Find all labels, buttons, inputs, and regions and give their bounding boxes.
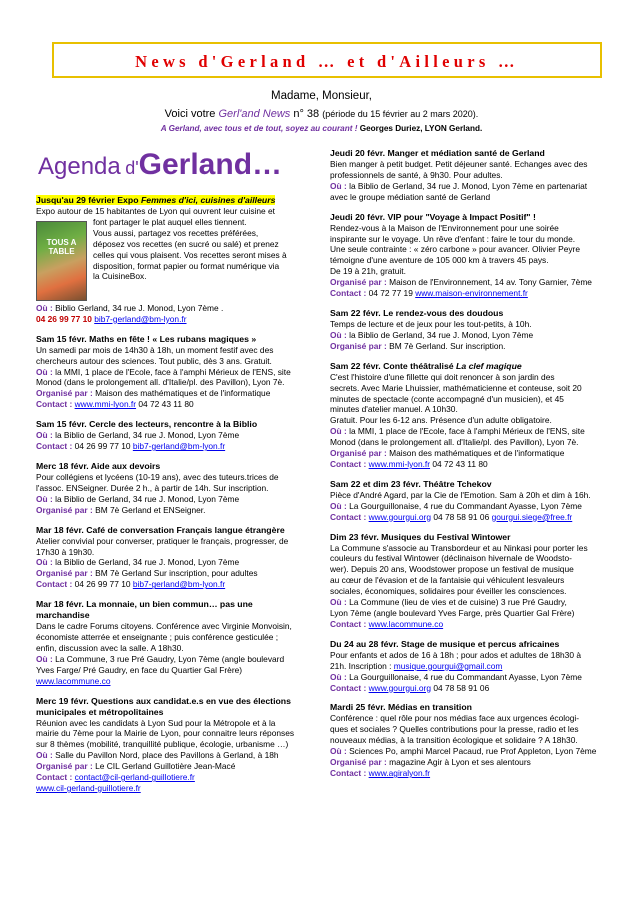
event-theatre-tchekov: Sam 22 et dim 23 févr. Théâtre Tchekov Pièce d'André Agard, par la Cie de l'Emotion. Sam à 20h et dim à 16h. Où : La Gourguillonaise, 4 rue du Commandant Ayasse, Lyon 7ème Contact : www.gourgui.org 04 78 58 91 06 gourgui.siege@free.fr	[330, 479, 608, 523]
event-aide-devoirs: Merc 18 févr. Aide aux devoirs Pour collégiens et lycéens (10-19 ans), avec des tuteurs.trices de l'assoc. ENSeigner. Durée 2 h., à partir de 14h. Sur inscription. Où : la Biblio de Gerland, 34 rue J. Monod, Lyon 7ème Organisé par : BM 7è Gerland et ENSeigner.	[36, 461, 302, 516]
event-expo-femmes: Jusqu'au 29 février Expo Femmes d'ici, cuisines d'ailleurs Expo autour de 15 habitantes de Lyon qui ouvrent leur cuisine et TOUS A TABLE font partager le plat auquel elles tiennent. Vous aussi, partagez vos recettes préférées, déposez vos recettes (en sucré ou salé) et prenez celles qui vous plaisent. Vos recettes seront mises à disposition, format papier ou format numérique via la CuisineBox. Où : Biblio Gerland, 34 rue J. Monod, Lyon 7ème . 04 26 99 77 10 bib7-gerland@bm-lyon.fr	[36, 195, 302, 325]
website-link[interactable]: www.gourgui.org	[368, 682, 432, 693]
event-maths-en-fete: Sam 15 févr. Maths en fête ! « Les rubans magiques » Un samedi par mois de 14h30 à 18h, un moment festif avec des chercheurs autour des sciences. Tout public, dès 3 ans. Gratuit. Où : la MMI, 1 place de l'Ecole, face à l'amphi Mérieux de l'ENS, site Monod (dans le prolongement all. d'Italie/pl. des Pavillon), Lyon 7è. Organisé par : Maison des mathématiques et de l'informatique Contact : www.mmi-lyon.fr 04 72 43 11 80	[36, 334, 302, 410]
website-link[interactable]: www.mmi-lyon.fr	[74, 399, 137, 410]
event-monnaie-bien-commun: Mar 18 févr. La monnaie, un bien commun… pas une marchandise Dans le cadre Forums citoyens. Conférence avec Virginie Monvoisin, économiste atterrée et enseignante ; puis conférence gesticulée ; enfin, discussion avec la salle. A 18h30. Où : La Commune, 3 rue Pré Gaudry, Lyon 7ème (angle boulevard Yves Farge/ Pré Gaudry, en face du Quartier Gal Frère) www.lacommune.co	[36, 599, 302, 686]
website-link[interactable]: www.mmi-lyon.fr	[368, 458, 431, 469]
left-column	[36, 195, 302, 803]
email-link[interactable]: musique.gourgui@gmail.com	[393, 660, 503, 671]
event-title: Mar 18 févr. La monnaie, un bien commun… pas une marchandise	[36, 599, 253, 621]
event-title: Sam 15 févr. Maths en fête ! « Les rubans magiques »	[36, 333, 257, 344]
email-link[interactable]: bib7-gerland@bm-lyon.fr	[94, 313, 187, 324]
tagline: A Gerland, avec tous et de tout, soyez au courant ! Georges Duriez, LYON Gerland.	[160, 124, 483, 133]
event-title: Sam 22 et dim 23 févr. Théâtre Tchekov	[330, 478, 492, 489]
event-festival-wintower: Dim 23 févr. Musiques du Festival Wintower La Commune s'associe au Transbordeur et au Ninkasi pour porter les couleurs du festival Wintower (déclinaison hivernale de Woodsto- wer). Depuis 20 ans, Woodstower propose un festival de musique au cœur de l'évasion et de la fantaisie qui véhiculent lesvaleurs sociales, économiques, solidaires pour éveiller les consciences. Où : La Commune (lieu de vies et de cuisine) 3 rue Pré Gaudry, Lyon 7ème (angle boulevard Yves Farge, près Quartier Gal Frère) Contact : www.lacommune.co	[330, 532, 608, 630]
website-link[interactable]: www.maison-environnement.fr	[415, 288, 528, 299]
email-link[interactable]: bib7-gerland@bm-lyon.fr	[132, 579, 226, 590]
website-link[interactable]: www.agiralyon.fr	[368, 767, 431, 778]
event-title: Jusqu'au 29 février Expo Femmes d'ici, cuisines d'ailleurs	[36, 195, 276, 205]
right-column	[330, 148, 608, 788]
website-link[interactable]: www.lacommune.co	[368, 618, 444, 629]
newsletter-name: Gerl'and News	[218, 108, 291, 120]
email-link[interactable]: contact@cil-gerland-guillotiere.fr	[74, 772, 195, 783]
event-title: Mar 18 févr. Café de conversation Français langue étrangère	[36, 524, 285, 535]
event-cafe-conversation: Mar 18 févr. Café de conversation Français langue étrangère Atelier convivial pour converser, pratiquer le français, progresser, de 17h30 à 19h30. Où : la Biblio de Gerland, 34 rue J. Monod, Lyon 7ème Organisé par : BM 7è Gerland Sur inscription, pour adultes Contact : 04 26 99 77 10 bib7-gerland@bm-lyon.fr	[36, 525, 302, 591]
event-doudous: Sam 22 févr. Le rendez-vous des doudous Temps de lecture et de jeux pour les tout-petits, à 10h. Où : la Biblio de Gerland, 34 rue J. Monod, Lyon 7ème Organisé par : BM 7è Gerland. Sur inscription.	[330, 308, 608, 352]
event-title: Merc 19 févr. Questions aux candidat.e.s en vue des élections municipales et métropolitaines	[36, 695, 291, 717]
event-stage-musique: Du 24 au 28 févr. Stage de musique et percus africaines Pour enfants et ados de 16 à 18h ; pour ados et adultes de 18h30 à 21h. Inscription : musique.gourgui@gmail.com Où : La Gourguillonaise, 4 rue du Commandant Ayasse, Lyon 7ème Contact : www.gourgui.org 04 78 58 91 06	[330, 639, 608, 694]
event-title: Sam 15 févr. Cercle des lecteurs, rencontre à la Biblio	[36, 419, 258, 430]
newsletter-banner	[52, 42, 602, 78]
website-link[interactable]: www.gourgui.org	[368, 511, 432, 522]
expo-poster-image: TOUS A TABLE	[36, 221, 87, 301]
event-conte-clef-magique: Sam 22 févr. Conte théâtralisé La clef magique C'est l'histoire d'une fillette qui doit renoncer à son jardin des secrets. Avec Marie Lhuissier, mathématicienne et conteuse, soit 20 minutes de spectacle (conte accompagné d'un musicien), et 45 minutes d'atelier manuel. A 10h30. Gratuit. Pour les 6-12 ans. Présence d'un adulte obligatoire. Où : la MMI, 1 place de l'Ecole, face à l'amphi Mérieux de l'ENS, site Monod (dans le prolongement all. d'Italie/pl. des Pavillon), Lyon 7è. Organisé par : Maison des mathématiques et de l'informatique Contact : www.mmi-lyon.fr 04 72 43 11 80	[330, 361, 608, 470]
event-title: Du 24 au 28 févr. Stage de musique et percus africaines	[330, 638, 560, 649]
event-title: Jeudi 20 févr. VIP pour "Voyage à Impact Positif" !	[330, 211, 536, 222]
event-title: Jeudi 20 févr. Manger et médiation santé de Gerland	[330, 148, 545, 158]
email-link[interactable]: bib7-gerland@bm-lyon.fr	[132, 441, 226, 452]
event-medias-transition: Mardi 25 févr. Médias en transition Conférence : quel rôle pour nos médias face aux urgences écologi- ques et sociales ? Quelles contributions pour la presse, radio et les nouveaux médias, à la transition écologique et solidaire ? A 18h30. Où : Sciences Po, amphi Marcel Pacaud, rue Prof Appleton, Lyon 7ème Organisé par : magazine Agir à Lyon et ses alentours Contact : www.agiralyon.fr	[330, 702, 608, 778]
event-title: Mardi 25 févr. Médias en transition	[330, 702, 472, 713]
greeting: Madame, Monsieur,	[271, 90, 372, 102]
intro-line: Voici votre Gerl'and News n° 38 (période du 15 février au 2 mars 2020).	[164, 108, 479, 120]
event-title: Dim 23 févr. Musiques du Festival Wintower	[330, 531, 511, 542]
website-link[interactable]: www.cil-gerland-guillotiere.fr	[36, 783, 141, 793]
website-link[interactable]: www.lacommune.co	[36, 675, 111, 686]
event-manger-mediation: Jeudi 20 févr. Manger et médiation santé de Gerland Bien manger à petit budget. Petit déjeuner santé. Echanges avec des professionnels de santé, à 9h30. Pour adultes. Où : la Biblio de Gerland, 34 rue J. Monod, Lyon 7ème en partenariat avec le groupe médiation santé de Gerland	[330, 148, 608, 203]
event-title: Sam 22 févr. Le rendez-vous des doudous	[330, 307, 504, 318]
email-link[interactable]: gourgui.siege@free.fr	[491, 511, 573, 522]
event-cercle-lecteurs: Sam 15 févr. Cercle des lecteurs, rencontre à la Biblio Où : la Biblio de Gerland, 34 rue J. Monod, Lyon 7ème Contact : 04 26 99 77 10 bib7-gerland@bm-lyon.fr	[36, 419, 302, 452]
event-title: Merc 18 févr. Aide aux devoirs	[36, 460, 161, 471]
agenda-heading: Agenda d'Gerland…	[38, 148, 283, 181]
event-title: Sam 22 févr. Conte théâtralisé La clef magique	[330, 360, 522, 371]
event-questions-candidats: Merc 19 févr. Questions aux candidat.e.s en vue des élections municipales et métropolitaines Réunion avec les candidats à Lyon Sud pour la Métropole et à la mairie du 7ème pour la Mairie de Lyon, pour connaitre leurs réponses sur 8 thèmes (mobilité, tranquillité publique, écologie, urbanisme …) Où : Salle du Pavillon Nord, place des Pavillons à Gerland, à 18h Organisé par : Le CIL Gerland Guillotière Jean-Macé Contact : contact@cil-gerland-guillotiere.fr www.cil-gerland-guillotiere.fr	[36, 696, 302, 794]
newsletter-title: News d'Gerland … et d'Ailleurs …	[135, 52, 519, 71]
event-vip-voyage: Jeudi 20 févr. VIP pour "Voyage à Impact Positif" ! Rendez-vous à la Maison de l'Environnement pour une soirée inspirante sur le voyage. Un rêve d'enfant : faire le tour du monde. Une seule contrainte : « zéro carbone » pour avancer. Olivier Peyre témoigne d'une aventure de 105 000 km à travers 45 pays. De 19 à 21h, gratuit. Organisé par : Maison de l'Environnement, 14 av. Tony Garnier, 7ème Contact : 04 72 77 19 www.maison-environnement.fr	[330, 212, 608, 299]
